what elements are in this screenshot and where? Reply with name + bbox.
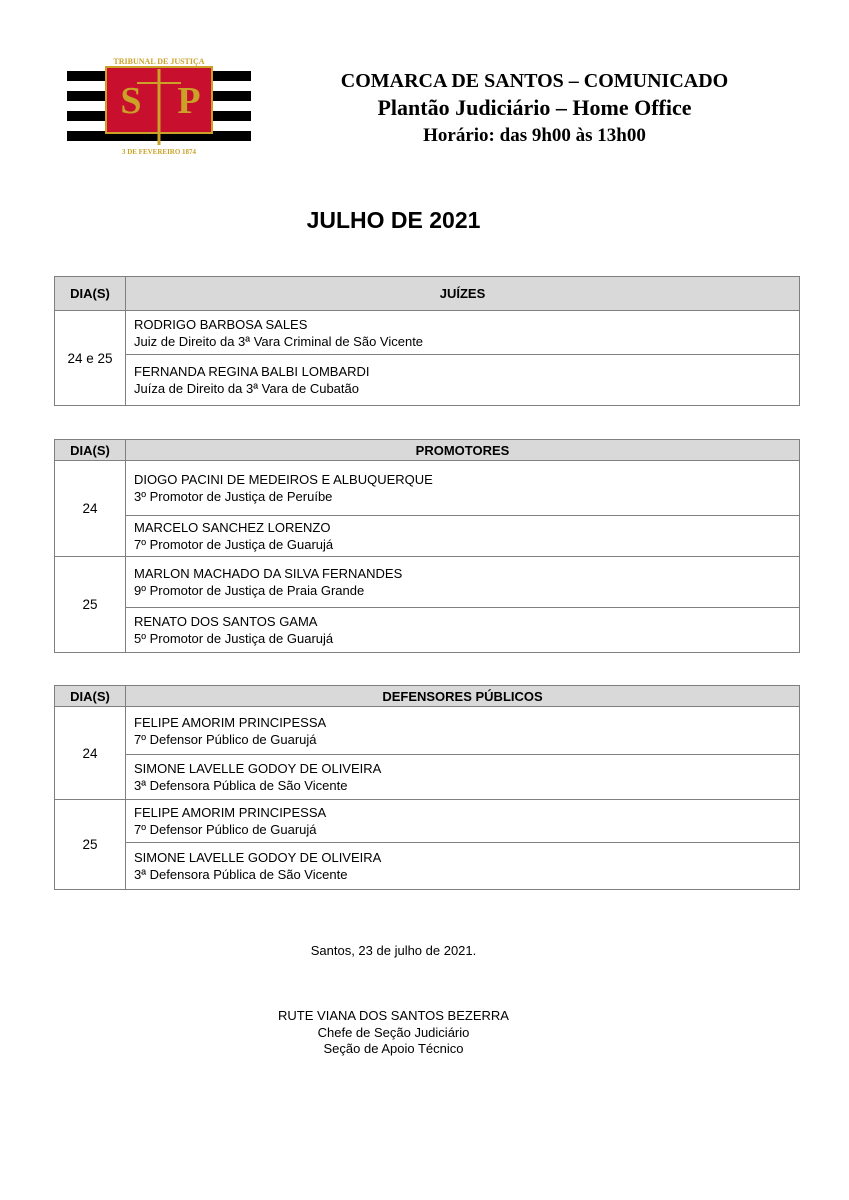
person-cell: [126, 311, 800, 355]
person-name: DIOGO PACINI DE MEDEIROS E ALBUQUERQUE: [134, 472, 433, 487]
person-role: 7º Defensor Público de Guarujá: [134, 731, 317, 747]
person-name: SIMONE LAVELLE GODOY DE OLIVEIRA: [134, 761, 382, 776]
table-row: [55, 461, 800, 516]
person-cell: [126, 355, 800, 406]
signature-block: [0, 1008, 787, 1058]
day-cell: 25: [55, 800, 126, 890]
person-name: FERNANDA REGINA BALBI LOMBARDI: [134, 364, 370, 379]
person-cell: [126, 608, 800, 653]
place-date: Santos, 23 de julho de 2021.: [310, 943, 477, 958]
person-name: RENATO DOS SANTOS GAMA: [134, 614, 318, 629]
person-role: 7º Defensor Público de Guarujá: [134, 822, 317, 837]
person-name: SIMONE LAVELLE GODOY DE OLIVEIRA: [134, 850, 382, 865]
signer-title: Chefe de Seção Judiciário: [317, 1024, 470, 1040]
table-row: [55, 608, 800, 653]
tribunal-logo: [67, 55, 251, 155]
logo-top-text: TRIBUNAL DE JUSTIÇA: [113, 57, 205, 66]
col-header-defenders: DEFENSORES PÚBLICOS: [126, 686, 800, 707]
table-row: [55, 707, 800, 755]
person-name: MARLON MACHADO DA SILVA FERNANDES: [134, 566, 403, 581]
person-cell: [126, 516, 800, 557]
person-role: 9º Promotor de Justiça de Praia Grande: [134, 583, 365, 598]
table-row: [55, 355, 800, 406]
person-cell: [126, 461, 800, 516]
col-header-judges: JUÍZES: [126, 277, 800, 311]
logo-letter-p: P: [177, 80, 201, 122]
table-row: [55, 311, 800, 355]
header-hours: Horário: das 9h00 às 13h00: [423, 125, 646, 146]
person-role: 3ª Defensora Pública de São Vicente: [134, 867, 348, 882]
person-role: Juiz de Direito da 3ª Vara Criminal de São Vicente: [134, 333, 424, 349]
month-title: JULHO DE 2021: [306, 207, 481, 233]
table-row: [55, 755, 800, 800]
person-cell: [126, 755, 800, 800]
col-header-prosecutors: PROMOTORES: [126, 440, 800, 461]
person-role: 7º Promotor de Justiça de Guarujá: [134, 537, 334, 552]
signer-name: RUTE VIANA DOS SANTOS BEZERRA: [278, 1008, 509, 1023]
person-role: Juíza de Direito da 3ª Vara de Cubatão: [134, 381, 359, 396]
prosecutors-table: [54, 439, 800, 653]
person-role: 3º Promotor de Justiça de Peruíbe: [134, 489, 333, 504]
logo-bottom-text: 3 DE FEVEREIRO 1874: [121, 148, 197, 155]
table-row: [55, 843, 800, 890]
person-name: RODRIGO BARBOSA SALES: [134, 316, 308, 332]
logo-letter-s: S: [120, 80, 142, 122]
person-name: FELIPE AMORIM PRINCIPESSA: [134, 714, 327, 730]
day-cell: 24: [55, 461, 126, 557]
day-cell: 24: [55, 707, 126, 800]
col-header-days: DIA(S): [55, 277, 126, 311]
day-cell: 25: [55, 557, 126, 653]
person-cell: [126, 557, 800, 608]
person-name: MARCELO SANCHEZ LORENZO: [134, 520, 331, 535]
judges-table: [54, 276, 800, 406]
table-row: [55, 800, 800, 843]
person-role: 5º Promotor de Justiça de Guarujá: [134, 631, 334, 646]
header-subtitle: Plantão Judiciário – Home Office: [377, 95, 692, 120]
header-title: COMARCA DE SANTOS – COMUNICADO: [340, 70, 729, 92]
day-cell: 24 e 25: [55, 311, 126, 406]
person-cell: [126, 843, 800, 890]
table-row: [55, 557, 800, 608]
signer-department: Seção de Apoio Técnico: [323, 1041, 464, 1056]
person-name: FELIPE AMORIM PRINCIPESSA: [134, 805, 327, 820]
person-cell: [126, 800, 800, 843]
table-row: [55, 516, 800, 557]
col-header-days: DIA(S): [55, 686, 126, 707]
person-role: 3ª Defensora Pública de São Vicente: [134, 778, 348, 793]
public-defenders-table: [54, 685, 800, 890]
col-header-days: DIA(S): [55, 440, 126, 461]
person-cell: [126, 707, 800, 755]
